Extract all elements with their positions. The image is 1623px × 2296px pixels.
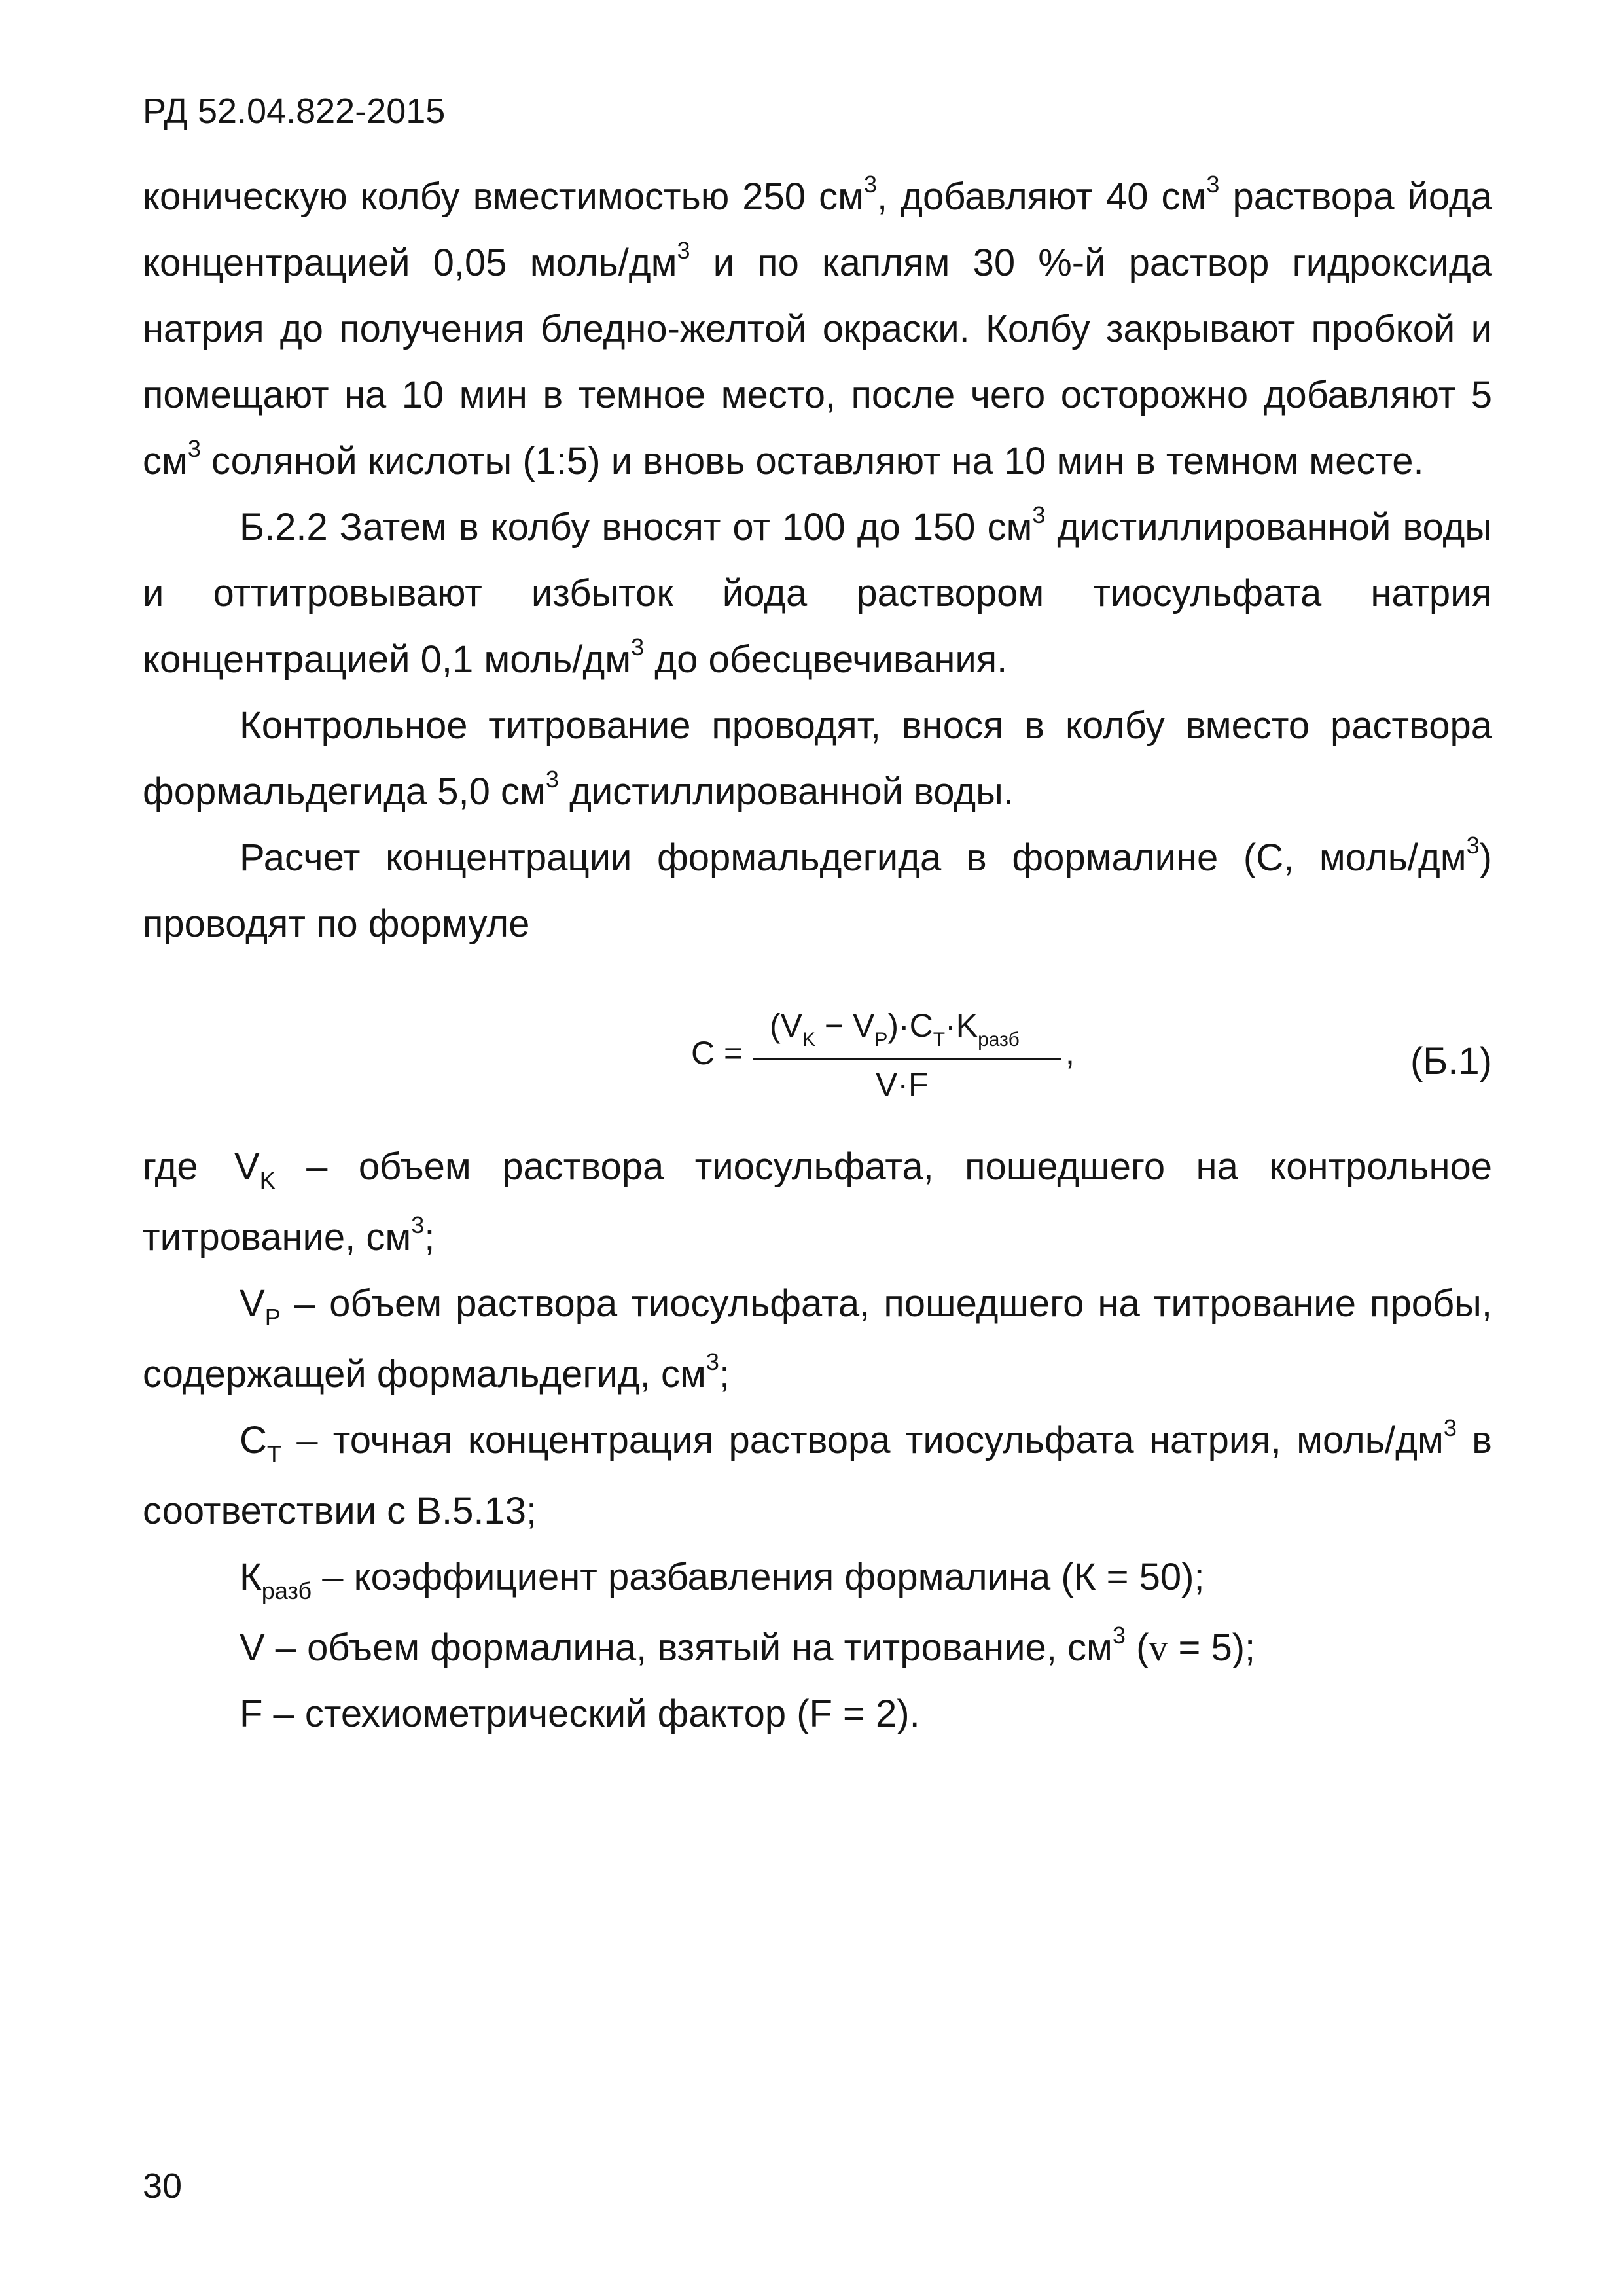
formula-denominator: V·F — [876, 1066, 929, 1103]
formula-b1 — [143, 957, 1492, 1134]
formula-comma: , — [1065, 1035, 1075, 1071]
definition-vp: $V_P$ – объем раствора тиосульфата, пошедшего на титрование пробы, содержащей формальдегид, $см^3$; — [143, 1282, 1492, 1395]
definition-v: V – объем формалина, взятый на титрование, $см^3$ (v = 5); — [240, 1622, 1256, 1669]
equation-number: (Б.1) — [1410, 1040, 1492, 1083]
formula-expression — [691, 977, 1084, 1127]
definition-f: F – стехиометрический фактор (F = 2). — [240, 1693, 920, 1735]
body-text — [143, 164, 1492, 1747]
page-number: 30 — [143, 2166, 183, 2206]
paragraph-b22-titration: Б.2.2 Затем в колбу вносят от 100 до 150 $см^3$ дистиллированной воды и оттитровывают избыток йода раствором тиосульфата натрия концентрацией 0,1 моль/$дм^3$ до обесцвечивания. — [143, 501, 1492, 681]
definition-ct: $С_Т$ – точная концентрация раствора тиосульфата натрия, моль/$дм^3$ в соответствии с В.5.13; — [143, 1414, 1492, 1532]
paragraph-calculation-intro: Расчет концентрации формальдегида в формалине (С, моль/$дм^3$) проводят по формуле — [143, 832, 1492, 945]
definition-vk: где $V_K$ – объем раствора тиосульфата, пошедшего на контрольное титрование, $см^3$; — [143, 1145, 1492, 1259]
paragraph-flask-preparation: коническую колбу вместимостью 250 $см^3$, добавляют 40 $см^3$ раствора йода концентрацией 0,05 моль/$дм^3$ и по каплям 30 %-й раствор гидроксида натрия до получения бледно-желтой окраски. Колбу закрывают пробкой и помещают на 10 мин в темное место, после чего осторожно добавляют 5 $см^3$ соляной кислоты (1:5) и вновь оставляют на 10 мин в темном месте. — [143, 171, 1492, 482]
formula-lhs: C = — [691, 1035, 743, 1071]
formula-numerator: $(V_K - V_P)\cdot C_T\cdot K_{разб}$ — [770, 1007, 1020, 1050]
paragraph-control-titration: Контрольное титрование проводят, внося в колбу вместо раствора формальдегида 5,0 $см^3$ дистиллированной воды. — [143, 704, 1492, 813]
fraction-bar — [753, 1058, 1061, 1060]
definition-k-razb: $К_{разб}$ – коэффициент разбавления формалина (К = 50); — [240, 1556, 1205, 1604]
document-id: РД 52.04.822-2015 — [143, 92, 446, 131]
